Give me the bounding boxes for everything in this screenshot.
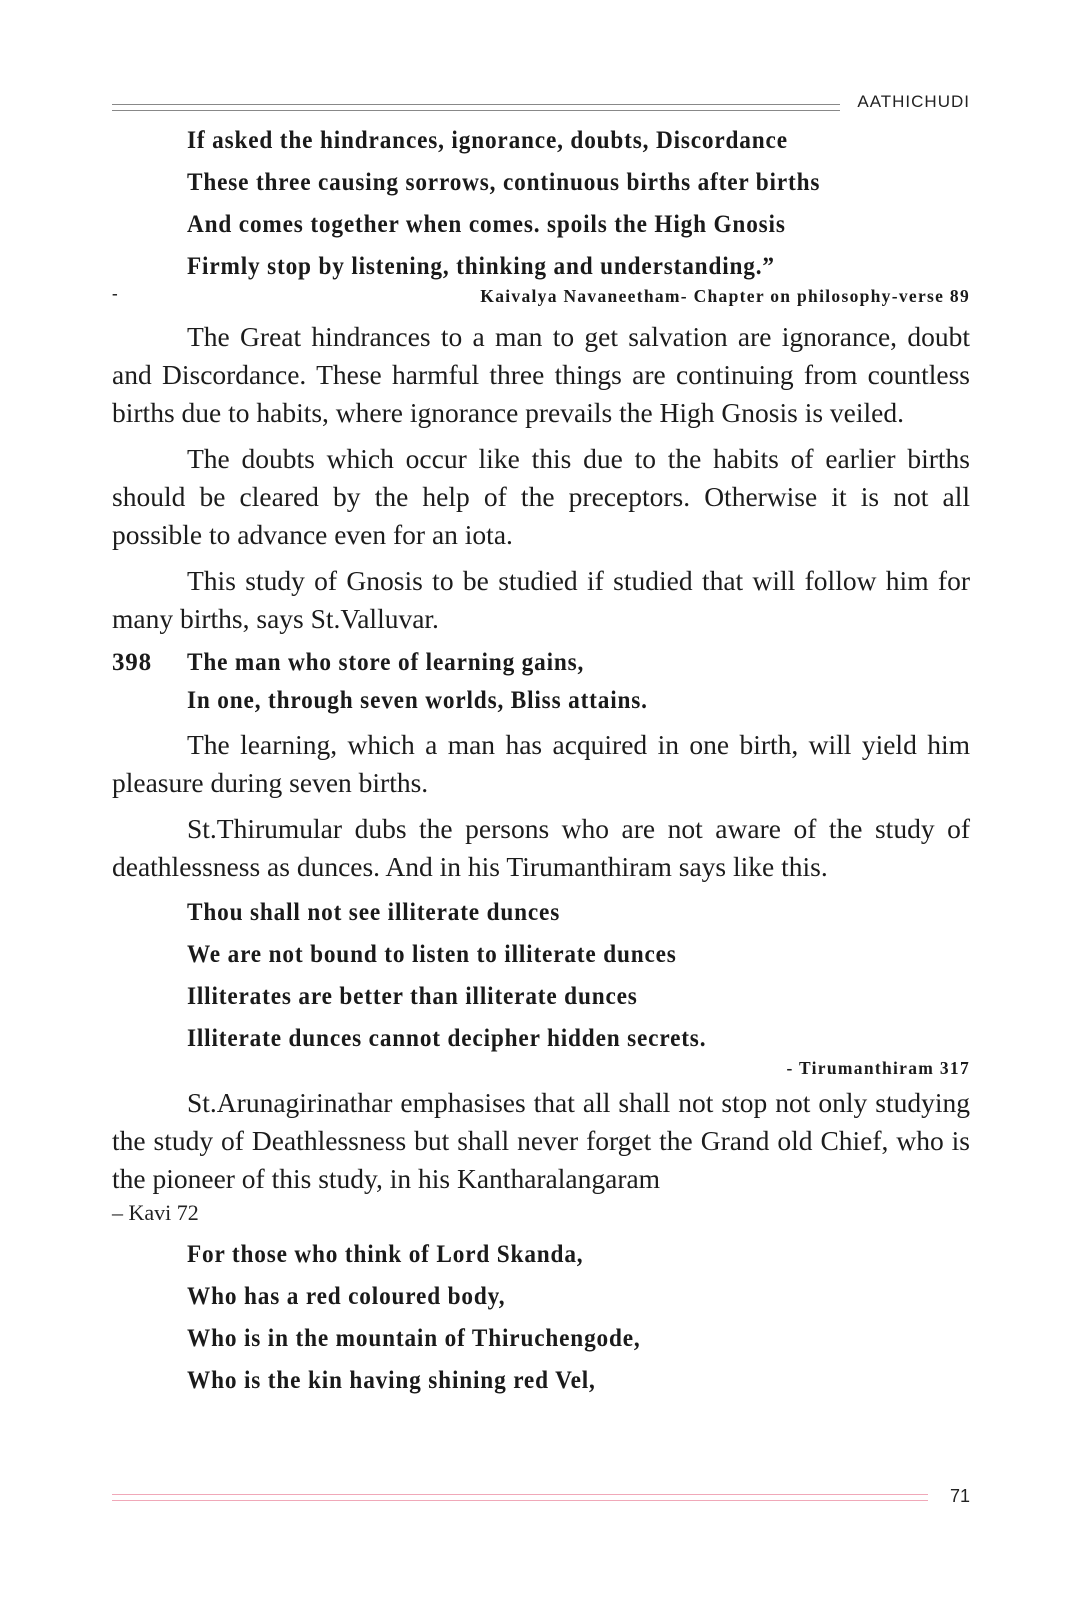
- verse-kantharalangaram: [112, 1234, 970, 1402]
- page-content: [112, 120, 970, 1402]
- verse-line: For those who think of Lord Skanda,: [187, 1241, 584, 1268]
- verse-line: Illiterates are better than illiterate dunces: [187, 983, 638, 1010]
- running-header: [112, 90, 970, 114]
- verse-attribution-row: [112, 284, 970, 308]
- page-footer: [112, 1486, 970, 1510]
- body-paragraph: St.Arunagirinathar emphasises that all shall not stop not only studying the study of Deathlessness but shall never forget the Grand old Chief, who is the pioneer of this study, in his Kantharalangaram: [112, 1087, 970, 1194]
- verse-line: And comes together when comes. spoils the High Gnosis: [187, 211, 786, 238]
- verse-line: We are not bound to listen to illiterate dunces: [187, 941, 677, 968]
- header-rule: [112, 104, 840, 111]
- kural-line: In one, through seven worlds, Bliss attains.: [187, 687, 648, 714]
- attribution-dash: -: [112, 284, 118, 303]
- footer-rule: [112, 1494, 928, 1501]
- verse-attribution: - Tirumanthiram 317: [786, 1058, 970, 1078]
- paragraph-citation: – Kavi 72: [112, 1200, 199, 1225]
- verse-line: Who is the kin having shining red Vel,: [187, 1367, 596, 1394]
- kural-couplet: [112, 644, 970, 720]
- body-paragraph: This study of Gnosis to be studied if studied that will follow him for many births, says St.Valluvar.: [112, 565, 970, 634]
- verse-attribution: Kaivalya Navaneetham- Chapter on philosophy-verse 89: [480, 286, 970, 306]
- verse-kaivalya: [112, 120, 970, 288]
- verse-line: These three causing sorrows, continuous births after births: [187, 169, 821, 196]
- verse-line: Thou shall not see illiterate dunces: [187, 899, 561, 926]
- kural-number: 398: [112, 649, 152, 676]
- header-title: AATHICHUDI: [857, 92, 970, 111]
- body-paragraph: The learning, which a man has acquired in one birth, will yield him pleasure during seven births.: [112, 729, 970, 798]
- verse-line: Firmly stop by listening, thinking and understanding.”: [187, 253, 775, 280]
- verse-line: Who has a red coloured body,: [187, 1283, 506, 1310]
- verse-line: If asked the hindrances, ignorance, doubts, Discordance: [187, 127, 788, 154]
- body-paragraph: The doubts which occur like this due to the habits of earlier births should be cleared by the help of the preceptors. Otherwise it is not all possible to advance even for an iota.: [112, 443, 970, 550]
- body-paragraph: The Great hindrances to a man to get salvation are ignorance, doubt and Discordance. These harmful three things are continuing from countless births due to habits, where ignorance prevails the High Gnosis is veiled.: [112, 321, 970, 428]
- verse-line: Who is in the mountain of Thiruchengode,: [187, 1325, 641, 1352]
- body-paragraph: St.Thirumular dubs the persons who are not aware of the study of deathlessness as dunces. And in his Tirumanthiram says like this.: [112, 813, 970, 882]
- verse-tirumanthiram: [112, 892, 970, 1060]
- verse-line: Illiterate dunces cannot decipher hidden secrets.: [187, 1025, 707, 1052]
- kural-line: The man who store of learning gains,: [187, 649, 585, 676]
- page-number: 71: [949, 1486, 970, 1506]
